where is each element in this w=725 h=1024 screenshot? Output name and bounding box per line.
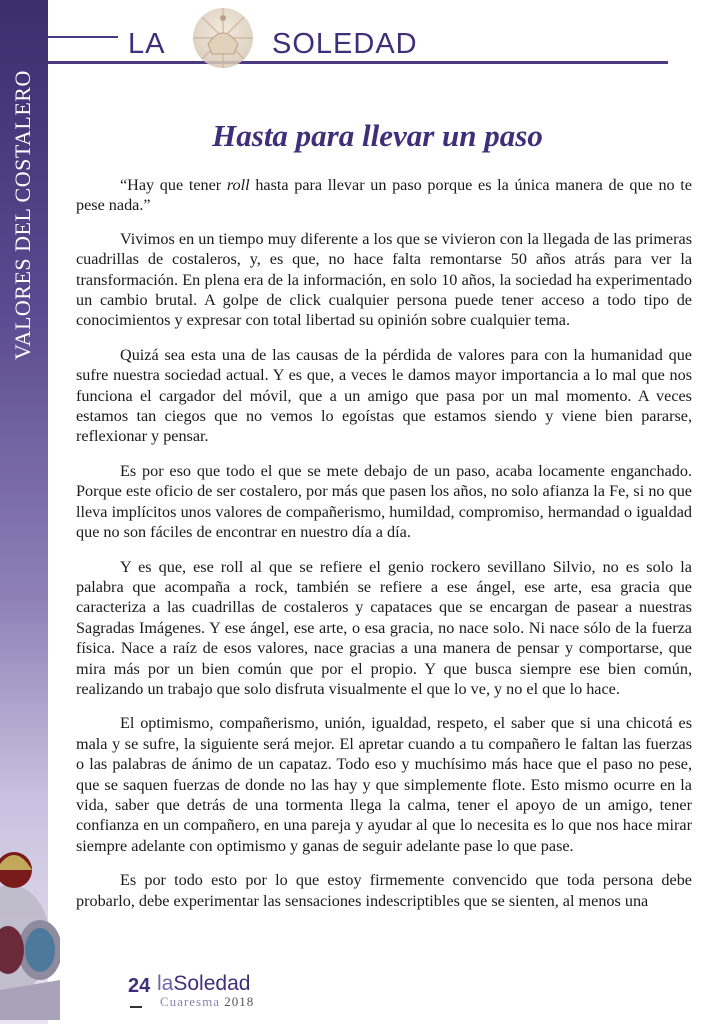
paragraph: Vivimos en un tiempo muy diferente a los que se vivieron con la llegada de las primeras cuadrillas de costaleros, y, es que, no hace falta remontarse 50 años atrás para ver la transformación. En plena era de la información, en solo 10 años, la sociedad ha experimentado un cambio brutal. A golpe de click cualquier persona puede tener acceso a todo tipo de conocimientos y expresar con total libertad su opinión sobre cualquier tema. <box>76 229 692 330</box>
header-soledad: SOLEDAD <box>272 28 418 60</box>
footer-brand-prefix: la <box>157 972 174 995</box>
header-rule <box>48 61 668 64</box>
section-title-vertical: VALORES DEL COSTALERO <box>10 70 35 360</box>
article-body <box>76 175 692 925</box>
footer-season: Cuaresma <box>160 994 220 1009</box>
header-left-rule <box>48 36 118 38</box>
quote-text-end: hasta para llevar un paso porque es la única manera de que no te pese nada.” <box>76 176 692 215</box>
quote-italic-word: roll <box>226 176 250 194</box>
paragraph: Y es que, ese roll al que se refiere el genio rockero sevillano Silvio, no es solo la palabra que acompaña a rock, también se refiere a ese ángel, ese arte, esa gracia que caracteriza a las cuadrillas de costaleros y capataces que se encargan de pasear a nuestras Sagradas Imágenes. Y ese ángel, ese arte, o esa gracia, no nace solo. Ni nace sólo de la fuerza física. Nace a raíz de esos valores, nace gracias a una manera de pensar y comportarse, que mira más por un bien común que por el propio. Y que busca siempre ese bien común, realizando un trabajo que solo disfruta visualmente el que lo ve, y no el que lo hace. <box>76 557 692 698</box>
footer-brand <box>157 972 250 996</box>
footer-year: 2018 <box>224 994 255 1009</box>
page-number-underline <box>130 1006 142 1008</box>
footer-issue <box>160 994 254 1010</box>
quote-text: “Hay que tener <box>120 176 227 194</box>
page-header <box>48 0 725 70</box>
paragraph: Es por todo esto por lo que estoy firmemente convencido que toda persona debe probarlo, debe experimentar las sensaciones indescriptibles que se sienten, al menos una <box>76 871 692 910</box>
paragraph: El optimismo, compañerismo, unión, igualdad, respeto, el saber que si una chicotá es mala y se sufre, la siguiente será mejor. El apretar cuando a tu compañero le faltan las fuerzas o las palabras de ánimo de un capataz. Todo eso y muchísimo más hace que el paso no pese, que se saquen fuerzas de donde no las hay y que simplemente flote. Esto mismo ocurre en la vida, saber que detrás de una tormenta llega la calma, tener el apoyo de un amigo, tener confianza en un compañero, en una pareja y ayudar al que lo necesita es lo que nos hace mirar siempre adelante con optimismo y ganas de seguir adelante pase lo que pase. <box>76 714 692 855</box>
page-number: 24 <box>128 975 151 997</box>
paragraph: Es por eso que todo el que se mete debajo de un paso, acaba locamente enganchado. Porque este oficio de ser costalero, por más que pasen los años, no solo afianza la Fe, si no que lleva implícitos unos valores de compañerismo, humildad, compromiso, hermandad o igualdad que no son fáciles de encontrar en nuestro día a día. <box>76 461 692 542</box>
article-title: Hasta para llevar un paso <box>212 118 543 153</box>
footer-brand-name: Soledad <box>173 972 251 995</box>
crown-emblem-icon <box>184 4 262 74</box>
opening-quote <box>76 175 692 216</box>
header-la: LA <box>128 28 166 60</box>
paragraph: Quizá sea esta una de las causas de la pérdida de valores para con la humanidad que sufre nuestra sociedad actual. Y es que, a veces le damos mayor importancia a lo mal que nos funciona el cargador del móvil, que a un amigo que pasa por un mal momento. A veces estamos tan ciegos que no vemos lo egoístas que estamos siendo y viene bien pararse, reflexionar y pensar. <box>76 345 692 446</box>
brotherhood-emblem-icon <box>0 830 60 1020</box>
